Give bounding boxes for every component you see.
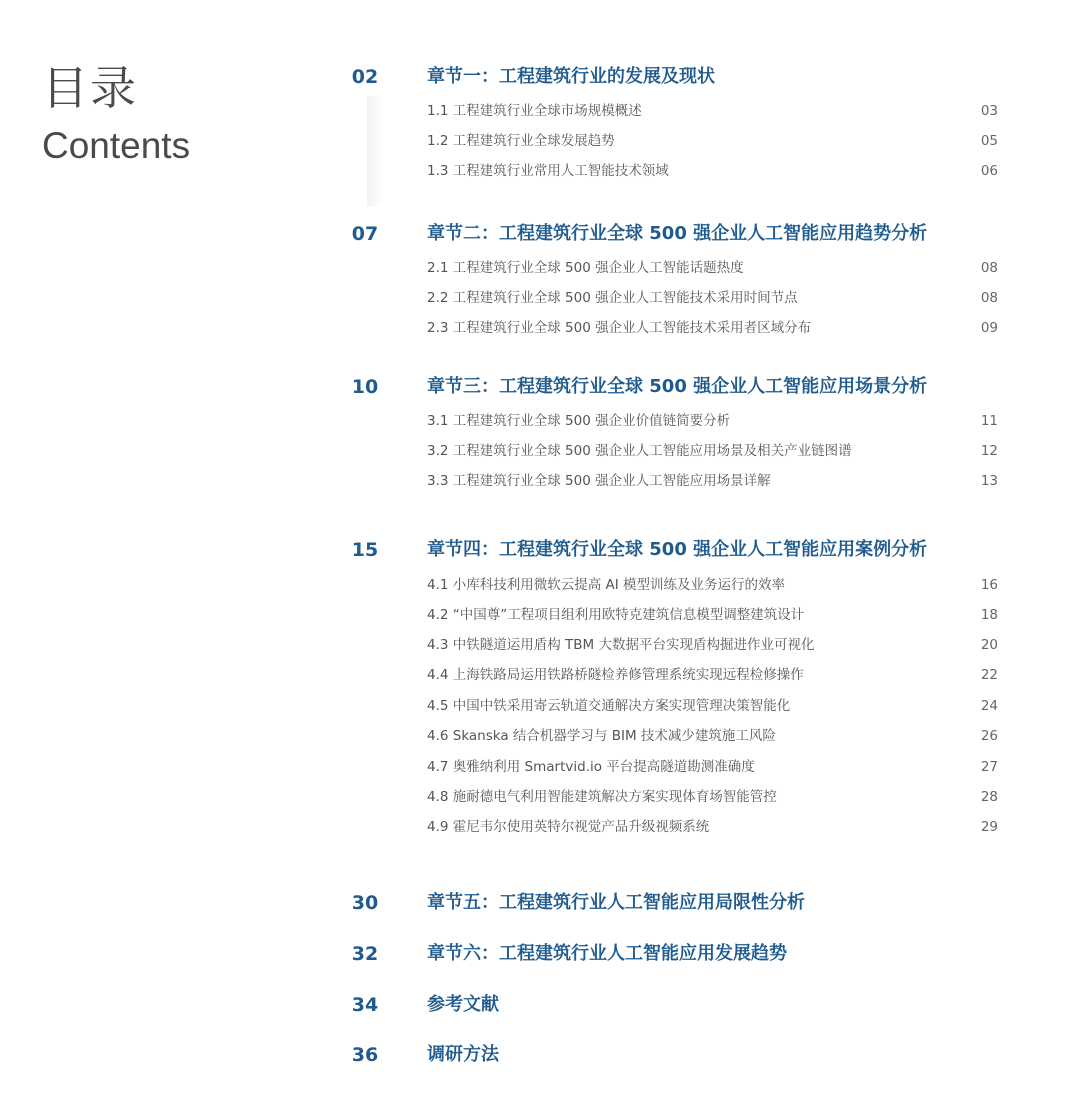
chapter-title[interactable]: 章节一：工程建筑行业的发展及现状 [427, 66, 715, 87]
toc-entry-page-number[interactable]: 09 [980, 320, 998, 336]
toc-entry-page-number[interactable]: 12 [980, 443, 998, 459]
chapter-title[interactable]: 调研方法 [427, 1044, 499, 1065]
chapter-title[interactable]: 章节三：工程建筑行业全球 500 强企业人工智能应用场景分析 [427, 376, 928, 397]
chapter-title[interactable]: 章节四：工程建筑行业全球 500 强企业人工智能应用案例分析 [427, 539, 928, 560]
toc-entry-page-number[interactable]: 29 [980, 819, 998, 835]
page-title: 目录 [42, 61, 138, 115]
toc-entry-label[interactable]: 4.7 奥雅纳利用 Smartvid.io 平台提高隧道勘测准确度 [427, 759, 755, 775]
toc-entry-page-number[interactable]: 27 [980, 759, 998, 775]
toc-entry-page-number[interactable]: 13 [980, 473, 998, 489]
chapter-page-number[interactable]: 15 [351, 539, 379, 561]
toc-entry-page-number[interactable]: 20 [980, 637, 998, 653]
toc-entry-page-number[interactable]: 22 [980, 667, 998, 683]
toc-entry-label[interactable]: 4.5 中国中铁采用寄云轨道交通解决方案实现管理决策智能化 [427, 698, 791, 714]
toc-entry-label[interactable]: 4.4 上海铁路局运用铁路桥隧检养修管理系统实现远程检修操作 [427, 667, 804, 683]
toc-entry-label[interactable]: 4.1 小库科技利用微软云提高 AI 模型训练及业务运行的效率 [427, 577, 786, 593]
toc-entry-page-number[interactable]: 08 [980, 260, 998, 276]
toc-entry-label[interactable]: 4.6 Skanska 结合机器学习与 BIM 技术减少建筑施工风险 [427, 728, 776, 744]
toc-entry-page-number[interactable]: 05 [980, 133, 998, 149]
toc-entry-label[interactable]: 4.3 中铁隧道运用盾构 TBM 大数据平台实现盾构掘进作业可视化 [427, 637, 815, 653]
page-subtitle: Contents [42, 125, 191, 166]
toc-entry-label[interactable]: 3.3 工程建筑行业全球 500 强企业人工智能应用场景详解 [427, 473, 771, 489]
toc-entry-page-number[interactable]: 08 [980, 290, 998, 306]
toc-entry-page-number[interactable]: 11 [980, 413, 998, 429]
chapter-page-number[interactable]: 02 [351, 66, 379, 88]
chapter-page-number[interactable]: 07 [351, 223, 379, 245]
toc-entry-label[interactable]: 4.8 施耐德电气利用智能建筑解决方案实现体育场智能管控 [427, 789, 777, 805]
chapter-title[interactable]: 参考文献 [427, 994, 499, 1015]
toc-entry-label[interactable]: 2.3 工程建筑行业全球 500 强企业人工智能技术采用者区域分布 [427, 320, 812, 336]
toc-entry-label[interactable]: 2.1 工程建筑行业全球 500 强企业人工智能话题热度 [427, 260, 744, 276]
toc-entry-label[interactable]: 4.2 “中国尊”工程项目组利用欧特克建筑信息模型调整建筑设计 [427, 607, 805, 623]
chapter-page-number[interactable]: 36 [351, 1044, 379, 1066]
toc-entry-label[interactable]: 1.3 工程建筑行业常用人工智能技术领域 [427, 163, 669, 179]
chapter-title[interactable]: 章节五：工程建筑行业人工智能应用局限性分析 [427, 892, 805, 913]
toc-entry-page-number[interactable]: 18 [980, 607, 998, 623]
toc-entry-page-number[interactable]: 28 [980, 789, 998, 805]
chapter-page-number[interactable]: 30 [351, 892, 379, 914]
toc-entry-page-number[interactable]: 24 [980, 698, 998, 714]
chapter-page-number[interactable]: 10 [351, 376, 379, 398]
toc-entry-label[interactable]: 3.2 工程建筑行业全球 500 强企业人工智能应用场景及相关产业链图谱 [427, 443, 852, 459]
chapter-page-number[interactable]: 34 [351, 994, 379, 1016]
chapter-title[interactable]: 章节六：工程建筑行业人工智能应用发展趋势 [427, 943, 787, 964]
toc-entry-label[interactable]: 1.1 工程建筑行业全球市场规模概述 [427, 103, 642, 119]
toc-entry-page-number[interactable]: 26 [980, 728, 998, 744]
toc-entry-page-number[interactable]: 16 [980, 577, 998, 593]
chapter-title[interactable]: 章节二：工程建筑行业全球 500 强企业人工智能应用趋势分析 [427, 223, 928, 244]
toc-entry-page-number[interactable]: 03 [980, 103, 998, 119]
chapter-page-number[interactable]: 32 [351, 943, 379, 965]
toc-entry-label[interactable]: 1.2 工程建筑行业全球发展趋势 [427, 133, 615, 149]
toc-entry-page-number[interactable]: 06 [980, 163, 998, 179]
toc-entry-label[interactable]: 3.1 工程建筑行业全球 500 强企业价值链简要分析 [427, 413, 731, 429]
toc-entry-label[interactable]: 4.9 霍尼韦尔使用英特尔视觉产品升级视频系统 [427, 819, 710, 835]
toc-entry-label[interactable]: 2.2 工程建筑行业全球 500 强企业人工智能技术采用时间节点 [427, 290, 798, 306]
